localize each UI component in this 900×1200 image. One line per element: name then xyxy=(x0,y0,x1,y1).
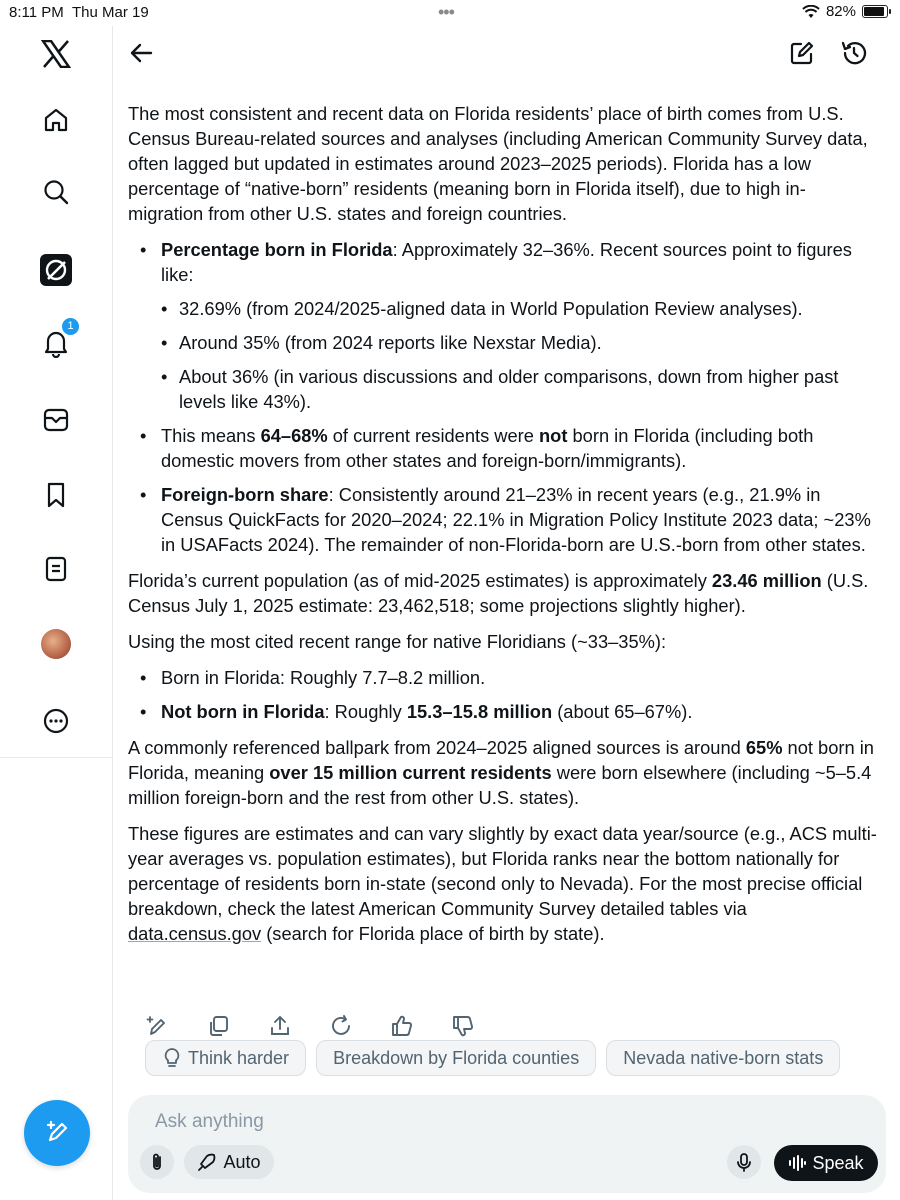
like-button[interactable] xyxy=(390,1013,451,1039)
speak-button[interactable] xyxy=(774,1145,878,1181)
notifications-icon[interactable] xyxy=(36,320,76,363)
paragraph-ballpark: A commonly referenced ballpark from 2024–2025 aligned sources is around 65% not born in Florida, meaning over 15 million current residents were born elsewhere (including ~5–5.4 million foreign-born and the rest from other U.S. states). xyxy=(128,737,874,808)
response-content xyxy=(128,101,880,957)
mic-button[interactable] xyxy=(727,1145,761,1179)
share-icon xyxy=(268,1014,292,1038)
chip-label: Nevada native-born stats xyxy=(623,1047,824,1068)
dislike-button[interactable] xyxy=(451,1013,512,1039)
list-item: • About 36% (in various discussions and older comparisons, down from higher past levels like 43%). xyxy=(128,364,880,414)
paragraph-population: Florida’s current population (as of mid-2025 estimates) is approximately 23.46 million (U.S. Census July 1, 2025 estimate: 23,462,518; some projections slightly higher). xyxy=(128,570,869,616)
chip-nevada[interactable] xyxy=(606,1040,840,1076)
census-link[interactable]: data.census.gov xyxy=(128,923,262,944)
home-icon[interactable] xyxy=(36,100,76,140)
regenerate-button[interactable] xyxy=(329,1013,390,1039)
refresh-icon xyxy=(329,1014,353,1038)
profile-avatar[interactable] xyxy=(36,624,76,664)
list-item: • This means 64–68% of current residents were not born in Florida (including both domestic movers from other states and foreign-born/immigrants). xyxy=(128,423,880,473)
list-item: • Foreign-born share: Consistently around 21–23% in recent years (e.g., 21.9% in Census QuickFacts for 2020–2024; 22.1% in Migration Policy Institute 2023 data; ~23% in USAFacts 2024). The remainder of non-Florida-born are U.S.-born from other states. xyxy=(128,482,880,557)
battery-fill xyxy=(864,7,884,16)
share-button[interactable] xyxy=(268,1013,329,1039)
chip-label: Think harder xyxy=(188,1047,290,1068)
compose-icon xyxy=(42,1118,72,1148)
history-icon xyxy=(840,39,868,67)
messages-icon[interactable] xyxy=(36,400,76,440)
edit-response-button[interactable] xyxy=(146,1013,207,1039)
ask-input[interactable]: Ask anything xyxy=(155,1111,264,1132)
compose-button[interactable] xyxy=(24,1100,90,1166)
notification-badge: 1 xyxy=(61,317,80,336)
microphone-icon xyxy=(736,1152,752,1172)
chip-counties[interactable] xyxy=(316,1040,596,1076)
ask-bar xyxy=(128,1095,886,1193)
battery-icon xyxy=(862,5,888,18)
paragraph-caveat: These figures are estimates and can vary slightly by exact data year/source (e.g., ACS multi-year averages vs. population estimates), but Florida ranks near the bottom nationally for percentage of residents born in-state (second only to Nevada). For the most precise official breakdown, check the latest American Community Survey detailed tables via data.census.gov (search for Florida place of birth by state). xyxy=(128,823,877,944)
back-button[interactable] xyxy=(124,36,158,70)
edit-sparkle-icon xyxy=(146,1014,170,1038)
list-item: • 32.69% (from 2024/2025-aligned data in World Population Review analyses). xyxy=(128,296,880,321)
new-chat-button[interactable] xyxy=(785,36,819,70)
copy-button[interactable] xyxy=(207,1013,268,1039)
thumbs-up-icon xyxy=(390,1014,414,1038)
edit-icon xyxy=(789,40,815,66)
list-item: • Not born in Florida: Roughly 15.3–15.8 million (about 65–67%). xyxy=(128,699,880,724)
sidebar xyxy=(0,26,113,1200)
search-icon[interactable] xyxy=(36,172,76,212)
thumbs-down-icon xyxy=(451,1014,475,1038)
bookmarks-icon[interactable] xyxy=(36,475,76,515)
bullet-list-main xyxy=(128,237,880,557)
paragraph-intro: The most consistent and recent data on Florida residents’ place of birth comes from U.S. Census Bureau-related sources and analyses (including American Community Survey data, often lagged but updated in estimates around 2023–2025 periods). Florida has a low percentage of “native-born” residents (meaning born in Florida itself), due to high in-migration from other U.S. states and foreign countries. xyxy=(128,103,868,224)
lists-icon[interactable] xyxy=(36,549,76,589)
grok-icon[interactable] xyxy=(36,250,76,290)
list-item: • Percentage born in Florida: Approximately 32–36%. Recent sources point to figures like: • 32.69% (from 2024/2025-aligned data in World Population Review analyses). • Around 35% (from 2024 reports like Nexstar Media). • About 36% (in various discussions and older comparisons, down from higher past levels like 43%). xyxy=(128,237,880,414)
suggestion-chips xyxy=(145,1040,840,1076)
waveform-icon xyxy=(788,1155,806,1171)
mode-selector[interactable] xyxy=(184,1145,274,1179)
paperclip-icon xyxy=(148,1152,166,1172)
chip-think-harder[interactable] xyxy=(145,1040,306,1076)
chip-label: Breakdown by Florida counties xyxy=(333,1047,580,1068)
back-arrow-icon xyxy=(129,42,153,64)
status-time: 8:11 PM xyxy=(9,4,64,21)
list-item: • Born in Florida: Roughly 7.7–8.2 million. xyxy=(128,665,880,690)
status-bar xyxy=(0,0,900,26)
sidebar-divider xyxy=(0,757,112,758)
avatar xyxy=(41,629,71,659)
response-actions xyxy=(146,1013,512,1039)
bullet-list-counts xyxy=(128,665,880,724)
rocket-icon xyxy=(197,1152,217,1172)
attach-button[interactable] xyxy=(140,1145,174,1179)
copy-icon xyxy=(207,1014,231,1038)
more-icon[interactable] xyxy=(36,701,76,741)
history-button[interactable] xyxy=(837,36,871,70)
status-date: Thu Mar 19 xyxy=(72,4,149,21)
multitasking-dots[interactable]: ••• xyxy=(438,2,454,22)
speak-label: Speak xyxy=(812,1152,864,1173)
battery-percent: 82% xyxy=(825,3,856,20)
paragraph-range: Using the most cited recent range for native Floridians (~33–35%): xyxy=(128,631,667,652)
wifi-icon xyxy=(802,5,820,19)
x-logo-icon[interactable] xyxy=(36,34,76,74)
bullet-list-sub xyxy=(161,296,880,414)
status-right xyxy=(802,3,888,20)
list-item: • Around 35% (from 2024 reports like Nexstar Media). xyxy=(128,330,880,355)
lightbulb-icon xyxy=(162,1047,182,1069)
mode-label: Auto xyxy=(223,1151,261,1172)
